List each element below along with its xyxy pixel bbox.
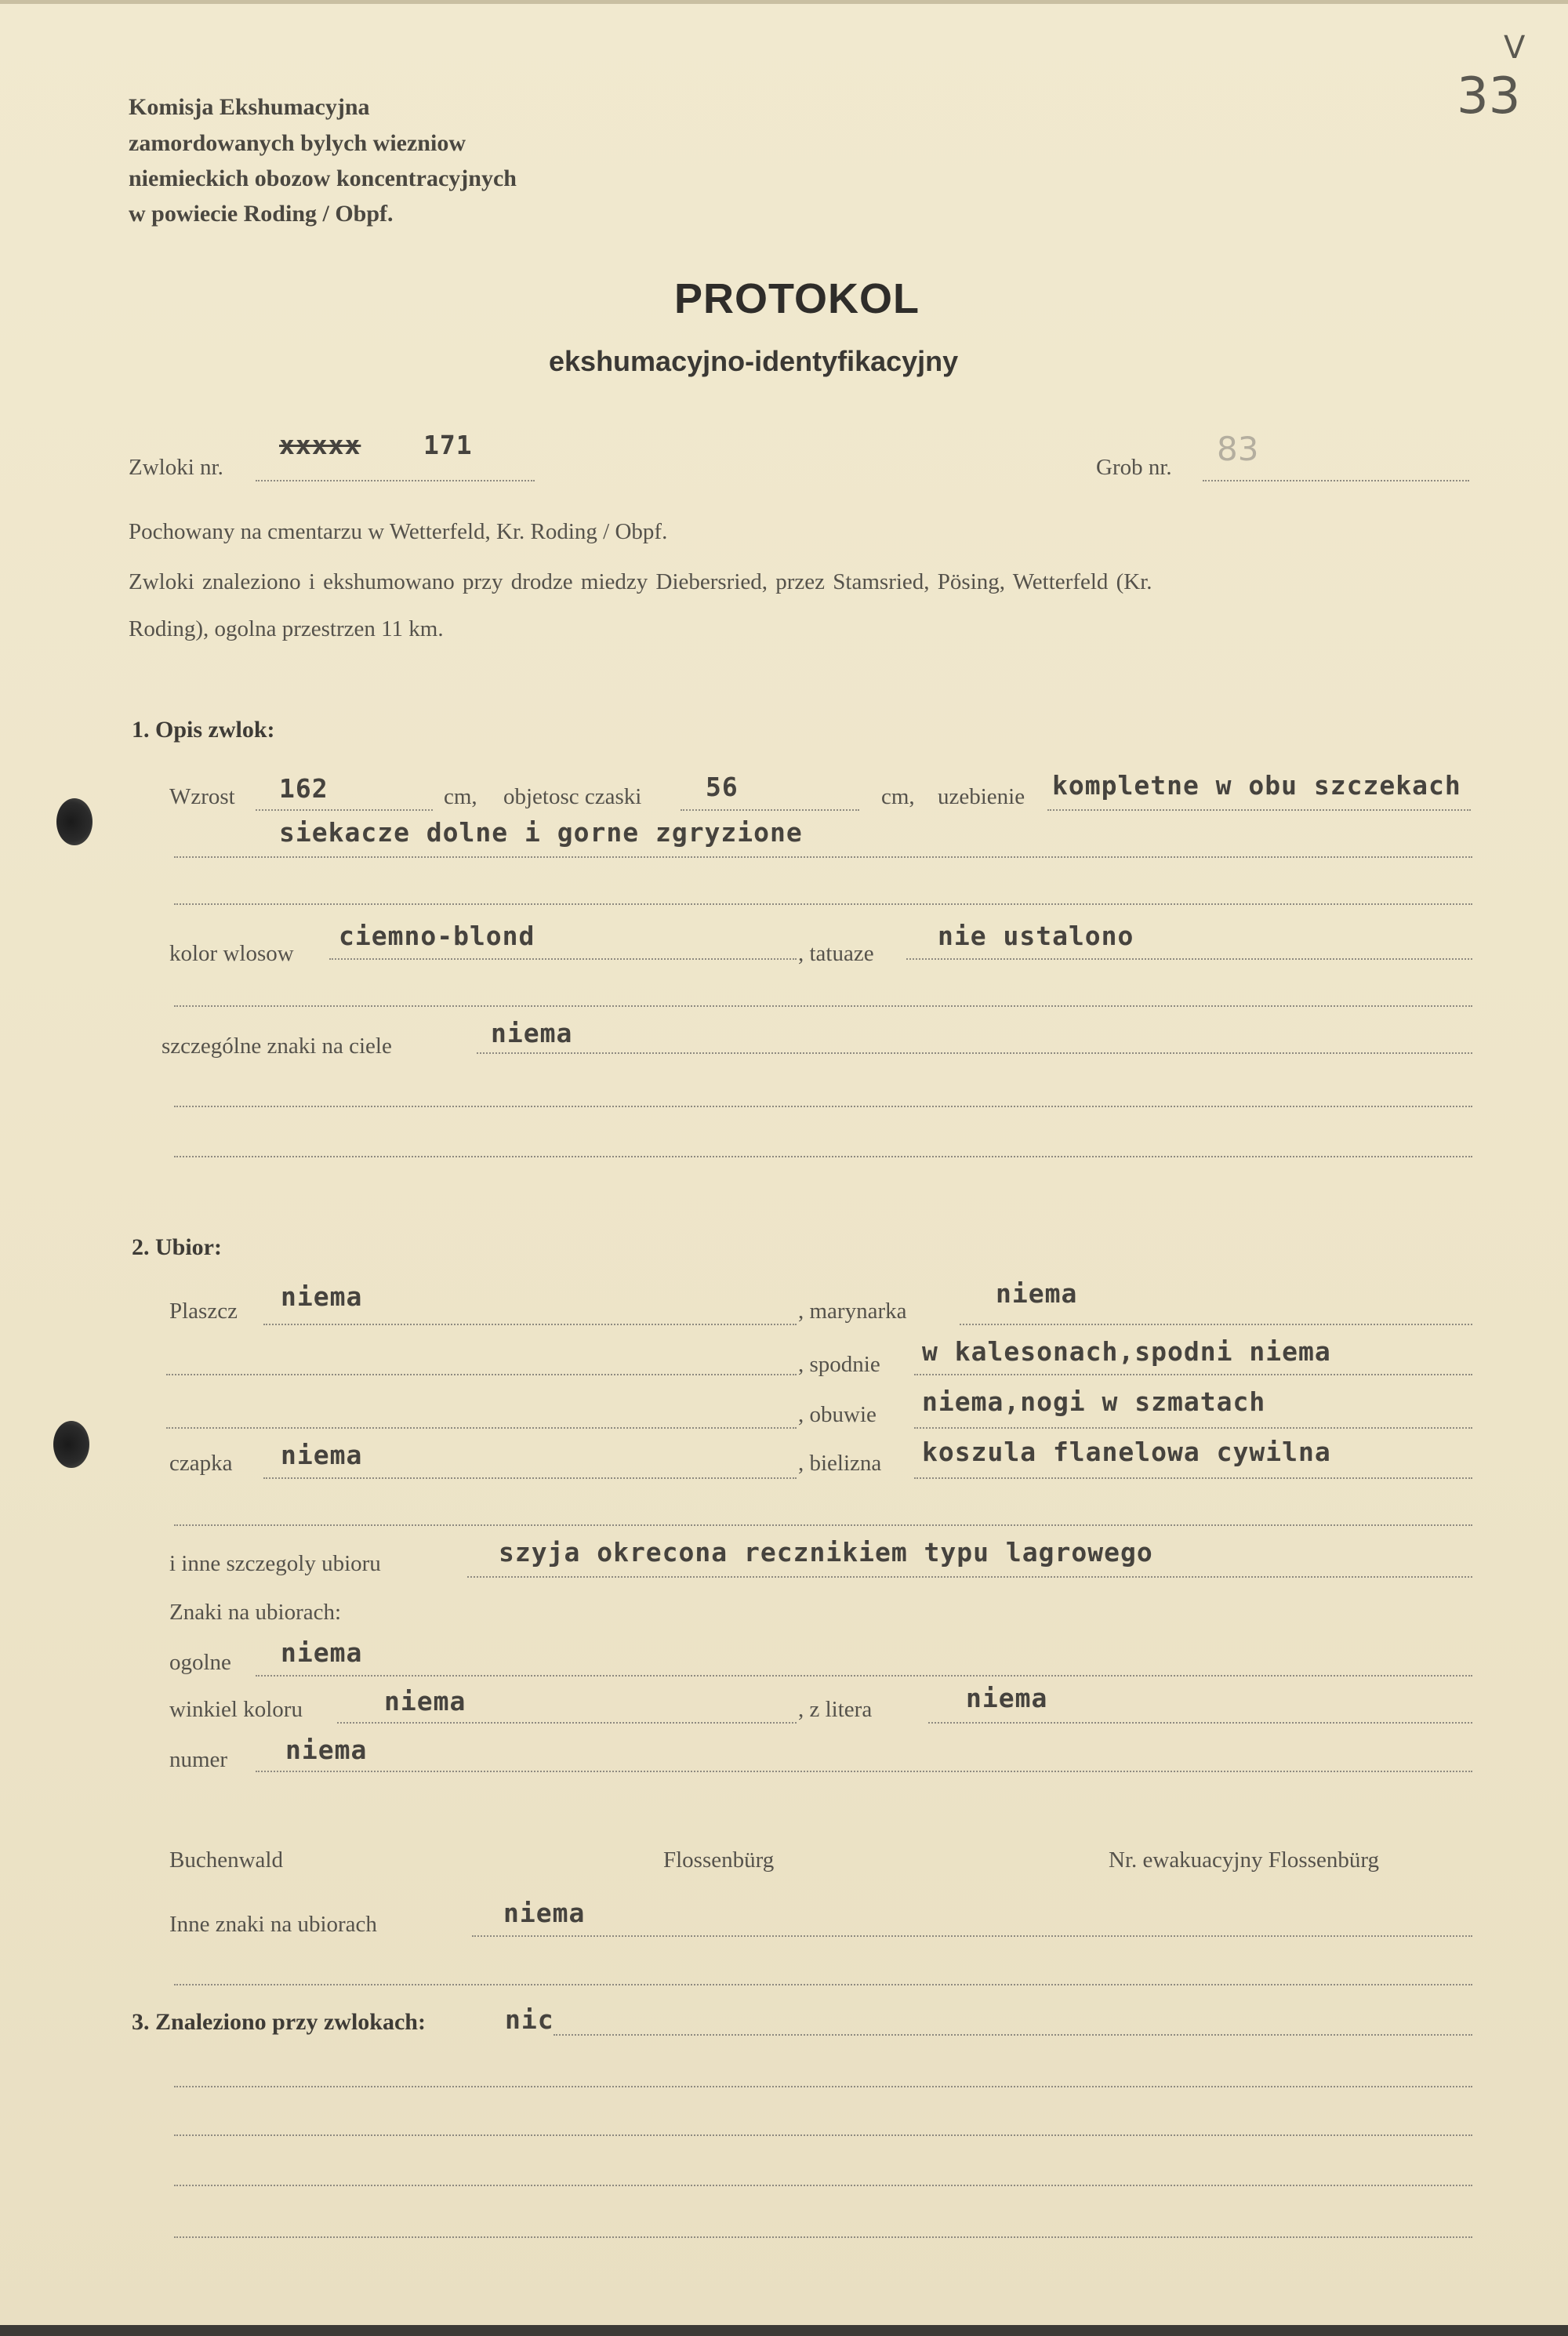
- body-number-label: Zwloki nr.: [129, 455, 223, 480]
- header-line-1: Komisja Ekshumacyjna: [129, 94, 370, 120]
- cap-line: [263, 1477, 797, 1479]
- skull-unit: cm,: [881, 784, 915, 809]
- general-marks-label: ogolne: [169, 1650, 231, 1675]
- blank-line-1: [174, 903, 1472, 905]
- body-marks-label: szczególne znaki na ciele: [162, 1034, 392, 1059]
- found-items-value: nic: [505, 2004, 554, 2035]
- page-bottom-edge: [0, 2325, 1568, 2336]
- blank-line-10: [174, 2236, 1472, 2238]
- skull-label: objetosc czaski: [503, 784, 642, 809]
- location-text-2: Roding), ogolna przestrzen 11 km.: [129, 616, 444, 641]
- triangle-label: winkiel koloru: [169, 1697, 303, 1722]
- trousers-label: , spodnie: [798, 1352, 880, 1377]
- tattoo-line: [906, 958, 1472, 960]
- other-details-label: i inne szczegoly ubioru: [169, 1551, 381, 1576]
- check-mark: V: [1504, 30, 1526, 66]
- tattoo-value: nie ustalono: [938, 921, 1134, 951]
- blank-line-8: [174, 2134, 1472, 2136]
- camp-flossenburg: Flossenbürg: [663, 1847, 775, 1873]
- section-3-heading: 3. Znaleziono przy zwlokach:: [132, 2009, 426, 2035]
- clothing-left-line-2: [166, 1427, 797, 1429]
- blank-line-2: [174, 1005, 1472, 1007]
- hair-value: ciemno-blond: [339, 921, 535, 951]
- general-marks-value: niema: [281, 1637, 363, 1668]
- skull-line: [681, 809, 859, 811]
- teeth-value-1: kompletne w obu szczekach: [1052, 770, 1461, 801]
- body-marks-value: niema: [491, 1018, 573, 1048]
- grave-number-label: Grob nr.: [1096, 455, 1172, 480]
- body-marks-line: [477, 1052, 1472, 1054]
- number-line: [256, 1771, 1472, 1772]
- letter-line: [928, 1722, 1472, 1724]
- camp-buchenwald: Buchenwald: [169, 1847, 283, 1873]
- other-clothing-marks-line: [472, 1935, 1472, 1937]
- teeth-value-2: siekacze dolne i gorne zgryzione: [279, 817, 803, 848]
- skull-value: 56: [706, 772, 739, 802]
- grave-number-value: 83: [1217, 430, 1259, 468]
- height-unit: cm,: [444, 784, 477, 809]
- jacket-value: niema: [996, 1278, 1078, 1309]
- jacket-label: , marynarka: [798, 1299, 907, 1324]
- blank-line-6: [174, 1984, 1472, 1985]
- grave-number-line: [1203, 480, 1469, 481]
- found-items-line: [554, 2034, 1472, 2036]
- shoes-label: , obuwie: [798, 1402, 877, 1427]
- triangle-line: [337, 1722, 797, 1724]
- punch-hole-top: [56, 798, 93, 845]
- shoes-value: niema,nogi w szmatach: [922, 1386, 1266, 1417]
- letter-label: , z litera: [798, 1697, 873, 1722]
- location-text-1: Zwloki znaleziono i ekshumowano przy drodze miedzy Diebersried, przez Stamsried, Pösing, Wetterfeld (Kr.: [129, 569, 1152, 594]
- document-subtitle: ekshumacyjno-identyfikacyjny: [549, 345, 959, 377]
- height-label: Wzrost: [169, 784, 235, 809]
- underwear-value: koszula flanelowa cywilna: [922, 1437, 1331, 1467]
- general-marks-line: [256, 1675, 1472, 1677]
- trousers-value: w kalesonach,spodni niema: [922, 1336, 1331, 1367]
- body-number-line: [256, 480, 535, 481]
- tattoo-label: , tatuaze: [798, 941, 874, 966]
- coat-line: [263, 1324, 797, 1325]
- evacuation-number-label: Nr. ewakuacyjny Flossenbürg: [1109, 1847, 1379, 1873]
- hair-line: [329, 958, 797, 960]
- cap-value: niema: [281, 1440, 363, 1470]
- underwear-label: , bielizna: [798, 1451, 882, 1476]
- clothing-left-line-1: [166, 1374, 797, 1375]
- number-value: niema: [285, 1735, 368, 1765]
- blank-line-9: [174, 2185, 1472, 2186]
- section-2-heading: 2. Ubior:: [132, 1234, 222, 1260]
- other-clothing-marks-value: niema: [503, 1898, 586, 1928]
- header-line-2: zamordowanych bylych wiezniow: [129, 130, 466, 156]
- coat-label: Plaszcz: [169, 1299, 238, 1324]
- teeth-label: uzebienie: [938, 784, 1025, 809]
- shoes-line: [914, 1427, 1472, 1429]
- number-label: numer: [169, 1747, 228, 1772]
- blank-line-4: [174, 1156, 1472, 1157]
- underwear-line: [914, 1477, 1472, 1479]
- hair-label: kolor wlosow: [169, 941, 294, 966]
- cemetery-text: Pochowany na cmentarzu w Wetterfeld, Kr. Roding / Obpf.: [129, 519, 668, 544]
- clothing-marks-heading: Znaki na ubiorach:: [169, 1600, 342, 1625]
- coat-value: niema: [281, 1281, 363, 1312]
- blank-line-3: [174, 1106, 1472, 1107]
- page-number: 33: [1457, 67, 1521, 125]
- height-value: 162: [279, 773, 328, 804]
- body-number-struck: xxxxx: [279, 430, 361, 460]
- header-line-3: niemieckich obozow koncentracyjnych: [129, 165, 517, 191]
- triangle-value: niema: [384, 1686, 466, 1717]
- letter-value: niema: [966, 1683, 1048, 1713]
- other-clothing-marks-label: Inne znaki na ubiorach: [169, 1912, 377, 1937]
- teeth-line: [1047, 809, 1471, 811]
- teeth-line-2: [174, 856, 1472, 858]
- other-details-line: [467, 1576, 1472, 1578]
- document-title: PROTOKOL: [674, 275, 920, 322]
- page-top-edge: [0, 0, 1568, 4]
- header-line-4: w powiecie Roding / Obpf.: [129, 201, 394, 227]
- blank-line-5: [174, 1524, 1472, 1526]
- punch-hole-bottom: [53, 1421, 89, 1468]
- jacket-line: [960, 1324, 1472, 1325]
- section-1-heading: 1. Opis zwlok:: [132, 717, 275, 743]
- trousers-line: [914, 1374, 1472, 1375]
- height-line: [256, 809, 433, 811]
- other-details-value: szyja okrecona recznikiem typu lagrowego: [499, 1537, 1153, 1568]
- body-number-value: 171: [423, 430, 473, 460]
- cap-label: czapka: [169, 1451, 233, 1476]
- blank-line-7: [174, 2086, 1472, 2087]
